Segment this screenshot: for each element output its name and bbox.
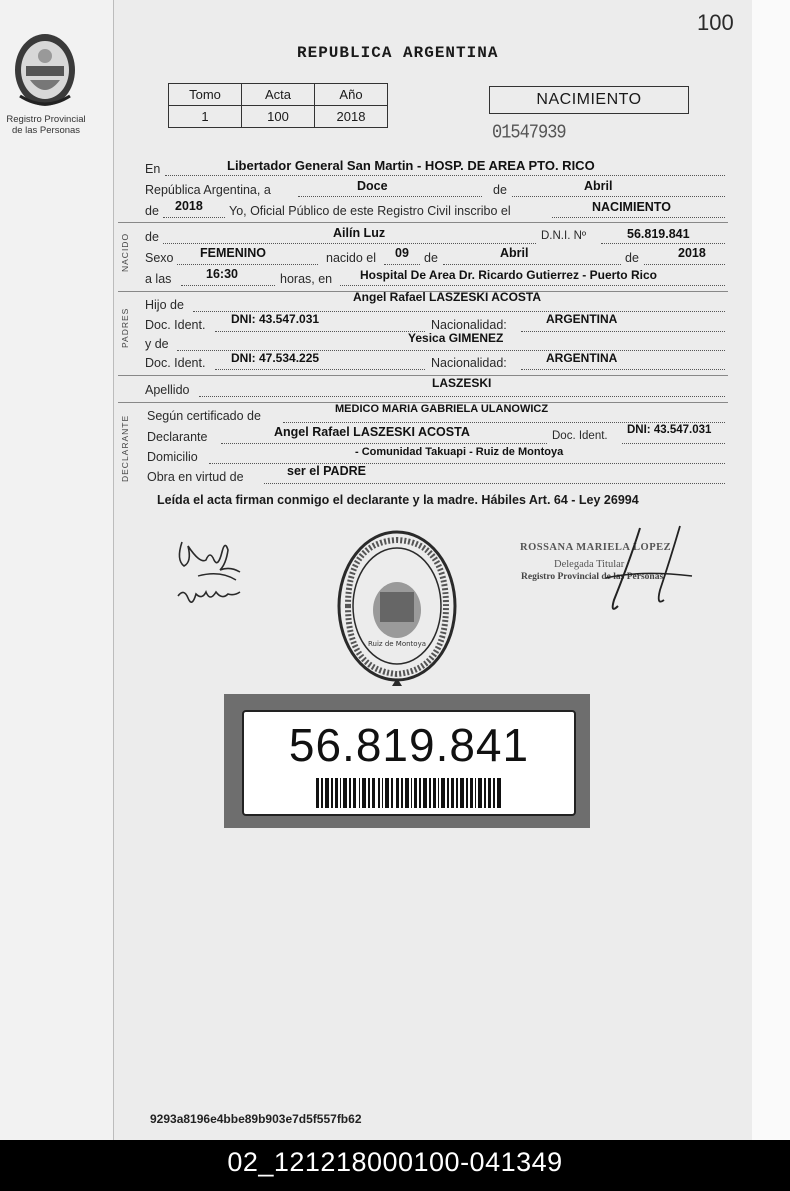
label-dni: D.N.I. Nº (541, 230, 587, 242)
label-segun-certificado: Según certificado de (147, 409, 261, 423)
official-signature (600, 520, 700, 620)
declarant-signature (170, 530, 260, 620)
side-label-nacido: NACIDO (120, 232, 130, 272)
label-de-5: de (625, 251, 639, 265)
barcode (316, 778, 502, 808)
place-value: Libertador General San Martin - HOSP. DE AREA PTO. RICO (227, 158, 595, 173)
label-doc-ident-1: Doc. Ident. (145, 318, 206, 332)
certificate-by-value: MEDICO MARIA GABRIELA ULANOWICZ (335, 403, 549, 415)
label-de-2: de (145, 204, 159, 218)
label-apellido: Apellido (145, 383, 190, 397)
label-hijo-de: Hijo de (145, 298, 184, 312)
declarant-name-value: Angel Rafael LASZESKI ACOSTA (274, 425, 470, 439)
side-label-padres: PADRES (120, 307, 130, 348)
registry-value-row (169, 106, 388, 128)
label-doc-ident-2: Doc. Ident. (145, 356, 206, 370)
birth-time-value: 16:30 (206, 267, 238, 281)
official-seal (334, 528, 460, 692)
label-domicilio: Domicilio (147, 450, 198, 464)
sex-value: FEMENINO (200, 246, 266, 260)
id-number-label-inner (242, 710, 576, 816)
section-divider-3 (118, 375, 728, 376)
label-yo-oficial: Yo, Oficial Público de este Registro Civil inscribo el (229, 204, 511, 218)
label-a-las: a las (145, 272, 172, 286)
registry-header-anio: Año (315, 84, 388, 106)
registry-header-row (169, 84, 388, 106)
label-declarante: Declarante (147, 430, 208, 444)
label-de-3: de (145, 230, 159, 244)
registry-header-acta: Acta (242, 84, 315, 106)
registry-table (168, 83, 388, 128)
svg-text:Ruiz de Montoya: Ruiz de Montoya (367, 640, 427, 648)
label-de-1: de (493, 183, 507, 197)
act-type-box: NACIMIENTO (489, 86, 689, 114)
child-name-value: Ailín Luz (333, 226, 386, 240)
closing-statement: Leída el acta firman conmigo el declarante y la madre. Hábiles Art. 64 - Ley 26994 (157, 493, 639, 507)
serial-number: 01547939 (492, 122, 566, 145)
address-value: - Comunidad Takuapi - Ruiz de Montoya (355, 446, 564, 458)
capacity-value: ser el PADRE (287, 464, 366, 478)
footer-code-bar (0, 1140, 790, 1191)
label-y-de: y de (145, 337, 169, 351)
mother-name-value: Yesica GIMENEZ (408, 331, 504, 345)
footer-code: 02_121218000100-041349 (227, 1147, 563, 1177)
birth-year-value: 2018 (678, 246, 706, 260)
label-republica: República Argentina, a (145, 183, 271, 197)
act-kind-value: NACIMIENTO (592, 200, 671, 214)
official-registry: Registro Provincial de las Personas (521, 572, 664, 582)
father-nationality-value: ARGENTINA (546, 312, 618, 326)
registry-value-tomo: 1 (169, 106, 242, 128)
section-divider-1 (118, 222, 728, 223)
label-obra-en-virtud: Obra en virtud de (147, 470, 244, 484)
father-name-value: Angel Rafael LASZESKI ACOSTA (353, 290, 542, 304)
mother-doc-value: DNI: 47.534.225 (231, 351, 320, 365)
month-value: Abril (584, 179, 613, 193)
official-name: ROSSANA MARIELA LOPEZ (520, 542, 672, 553)
id-number-label (224, 694, 590, 828)
registry-header-tomo: Tomo (169, 84, 242, 106)
surname-value: LASZESKI (432, 376, 492, 390)
birth-month-value: Abril (500, 246, 529, 260)
declarant-doc-value: DNI: 43.547.031 (627, 424, 712, 436)
day-words-value: Doce (357, 179, 388, 193)
registry-value-anio: 2018 (315, 106, 388, 128)
label-nacionalidad-1: Nacionalidad: (431, 318, 507, 332)
document-hash: 9293a8196e4bbe89b903e7d5f557fb62 (150, 1112, 362, 1126)
page-number: 100 (697, 10, 734, 35)
label-de-4: de (424, 251, 438, 265)
side-label-declarante: DECLARANTE (120, 414, 130, 482)
label-nacionalidad-2: Nacionalidad: (431, 356, 507, 370)
birth-day-value: 09 (395, 246, 409, 260)
document-title: REPUBLICA ARGENTINA (297, 44, 499, 62)
year-value: 2018 (175, 199, 203, 213)
father-doc-value: DNI: 43.547.031 (231, 312, 320, 326)
label-en: En (145, 162, 161, 176)
province-coat-of-arms-logo (12, 30, 78, 110)
label-horas-en: horas, en (280, 272, 333, 286)
birth-place-value: Hospital De Area Dr. Ricardo Gutierrez - Puerto Rico (360, 268, 657, 282)
office-logo-caption: Registro Provincial de las Personas (6, 114, 86, 136)
mother-nationality-value: ARGENTINA (546, 351, 618, 365)
label-sexo: Sexo (145, 251, 174, 265)
registry-value-acta: 100 (242, 106, 315, 128)
label-nacido-el: nacido el (326, 251, 377, 265)
sheet-edge (752, 0, 790, 1140)
id-number-value: 56.819.841 (288, 719, 530, 771)
label-doc-ident-3: Doc. Ident. (552, 430, 608, 442)
official-role: Delegada Titular (554, 559, 625, 570)
child-dni-value: 56.819.841 (627, 227, 690, 241)
